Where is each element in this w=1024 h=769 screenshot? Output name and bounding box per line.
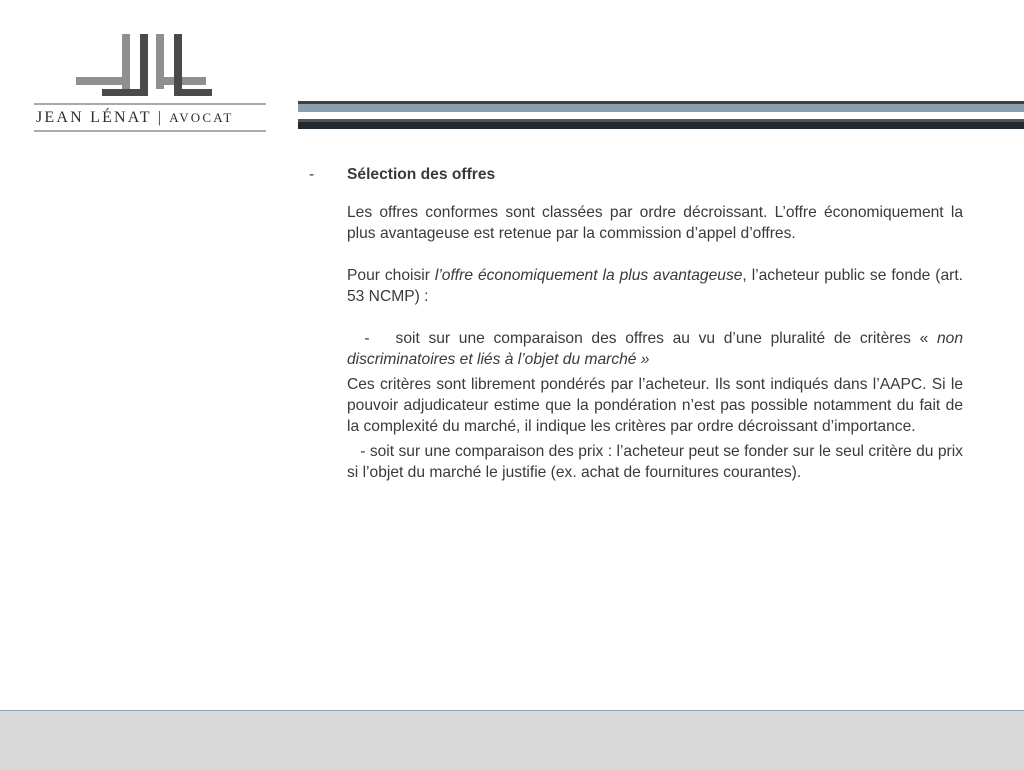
heading-text: Sélection des offres — [347, 166, 496, 183]
footer-bar — [0, 710, 1024, 769]
logo-text — [36, 109, 266, 127]
para2-emphasis: l’offre économiquement la plus avantageuse — [434, 267, 743, 284]
logo-name-sub: AVOCAT — [169, 110, 234, 125]
slide-content — [309, 164, 968, 483]
item1-text: - soit sur une comparaison des offres au vu d’une pluralité de critères « — [347, 330, 937, 347]
list-item-criteres — [347, 328, 968, 370]
header-bar-top-light — [298, 104, 1024, 112]
section-heading — [309, 164, 963, 185]
logo-separator: | — [157, 109, 164, 126]
paragraph-ponderation: Ces critères sont librement pondérés par l’acheteur. Ils sont indiqués dans l’AAPC. Si le pouvoir adjudicateur estime que la pondération n’est pas possible notamment du fait de la complexité du marché, il indique les critères par ordre décroissant d’importance. — [347, 376, 963, 435]
heading-bullet: - — [309, 166, 315, 183]
para2-text-end: , l’acheteur public se fonde (art. 53 NCMP) : — [347, 267, 963, 305]
para2-text-start: Pour choisir — [347, 267, 435, 284]
paragraph-pour-choisir — [347, 265, 963, 307]
item1-emphasis: non discriminatoires et liés à l’objet du marché » — [347, 330, 968, 368]
logo-name-main: JEAN LÉNAT — [36, 109, 152, 126]
firm-logo — [32, 30, 268, 134]
header-bar-bottom-dark — [298, 122, 1024, 129]
paragraph-offres-classees: Les offres conformes sont classées par ordre décroissant. L’offre économiquement la plus avantageuse est retenue par la commission d’appel d’offres. — [347, 204, 963, 242]
list-item-prix: - soit sur une comparaison des prix : l’acheteur peut se fonder sur le seul critère du prix si l’objet du marché le justifie (ex. achat de fournitures courantes). — [347, 443, 968, 481]
